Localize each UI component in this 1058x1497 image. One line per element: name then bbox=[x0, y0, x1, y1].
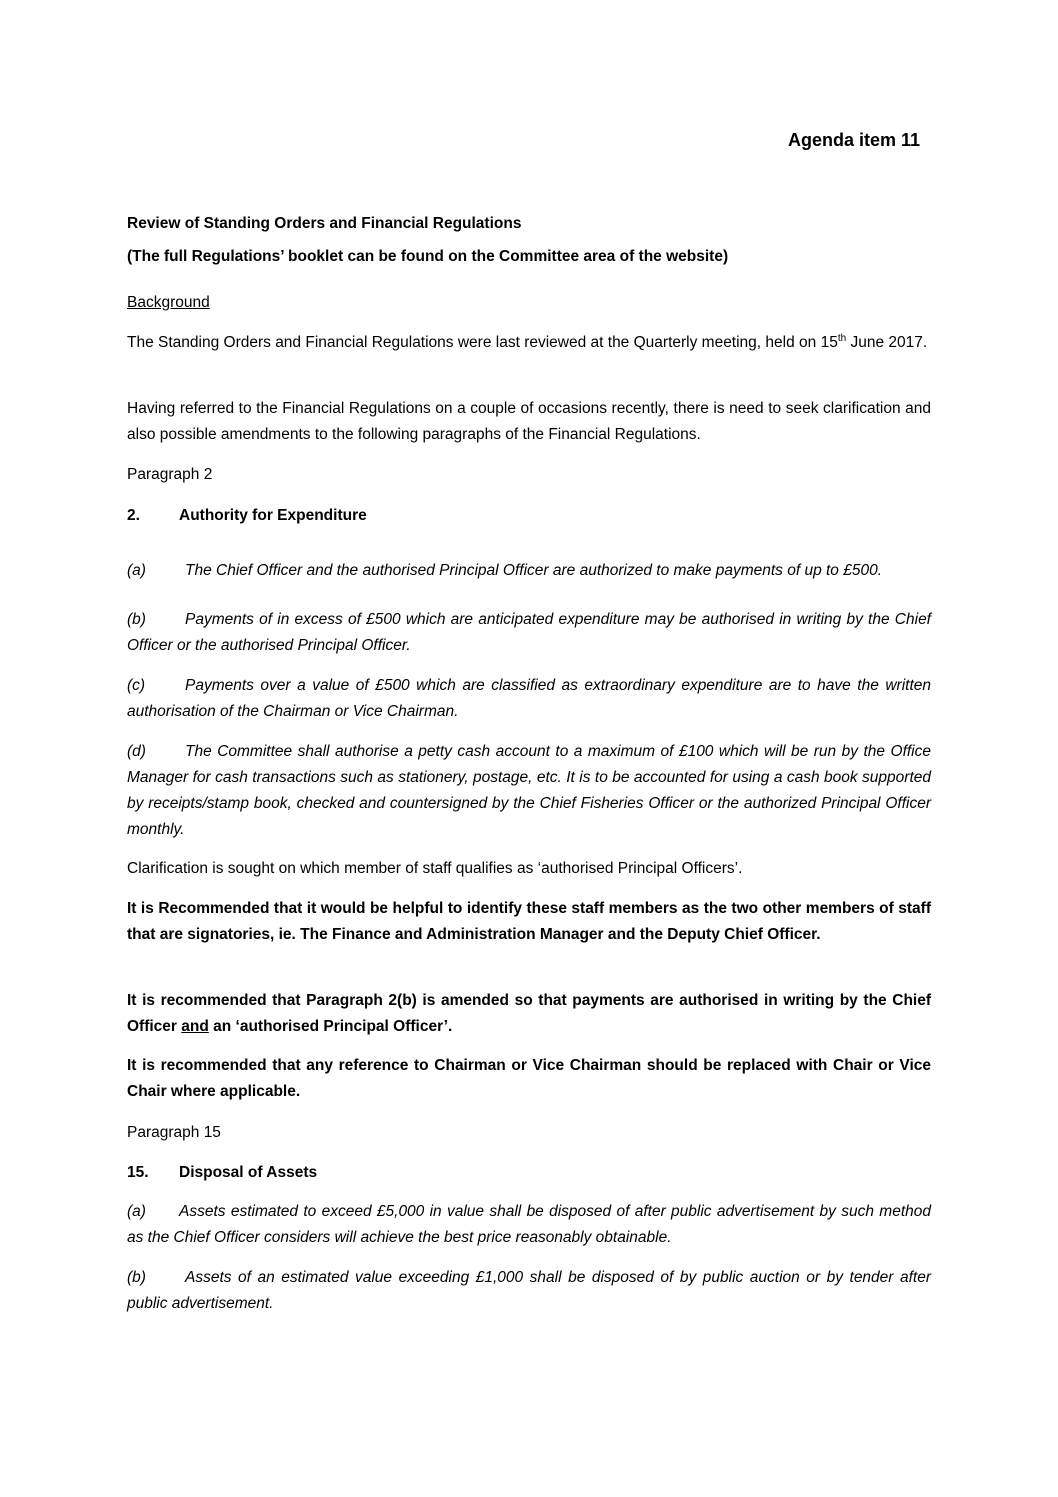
paragraph-15-label: Paragraph 15 bbox=[127, 1124, 221, 1141]
item-text: The Committee shall authorise a petty cash account to a maximum of £100 which will be run by the Office Manager for cash transactions such as stationery, postage, etc. It is to be accounted for using a cash book supported by receipts/stamp book, checked and countersigned by the Chief Fisheries Officer or the authorized Principal Officer monthly. bbox=[127, 743, 931, 838]
paragraph-2-label: Paragraph 2 bbox=[127, 466, 213, 483]
recommendation-3: It is recommended that any reference to Chairman or Vice Chairman should be replaced with Chair or Vice Chair where applicable. bbox=[127, 1057, 931, 1100]
item-text: Assets of an estimated value exceeding £1,000 shall be disposed of by public auction or by tender after public advertisement. bbox=[127, 1269, 931, 1312]
background-paragraph-2: Having referred to the Financial Regulations on a couple of occasions recently, there is need to seek clarification and also possible amendments to the following paragraphs of the Financial Regulations. bbox=[127, 400, 931, 443]
paragraph-15-item-a bbox=[127, 1199, 931, 1251]
item-letter: (c) bbox=[127, 677, 146, 694]
item-letter: (a) bbox=[127, 1203, 146, 1220]
paragraph-2-heading bbox=[127, 503, 931, 529]
recommendation-1: It is Recommended that it would be helpful to identify these staff members as the two other members of staff that are signatories, ie. The Finance and Administration Manager and the Deputy Chief Officer. bbox=[127, 900, 931, 943]
ordinal-suffix: th bbox=[837, 332, 847, 344]
paragraph-15-item-b bbox=[127, 1265, 931, 1317]
paragraph-2-item-a bbox=[127, 558, 931, 584]
item-text: Payments of in excess of £500 which are anticipated expenditure may be authorised in writing by the Chief Officer or the authorised Principal Officer. bbox=[127, 611, 931, 654]
paragraph-2-item-c bbox=[127, 673, 931, 725]
paragraph-2-item-d bbox=[127, 739, 931, 843]
background-heading: Background bbox=[127, 294, 210, 311]
paragraph-15-heading bbox=[127, 1160, 931, 1186]
section-number: 2. bbox=[127, 507, 140, 524]
item-letter: (b) bbox=[127, 611, 146, 628]
item-text: Payments over a value of £500 which are classified as extraordinary expenditure are to have the written authorisation of the Chairman or Vice Chairman. bbox=[127, 677, 931, 720]
item-text: Assets estimated to exceed £5,000 in value shall be disposed of after public advertisement by such method as the Chief Officer considers will achieve the best price reasonably obtainable. bbox=[127, 1203, 931, 1246]
item-letter: (a) bbox=[127, 561, 146, 579]
section-heading: Disposal of Assets bbox=[179, 1164, 318, 1181]
item-letter: (d) bbox=[127, 743, 146, 760]
agenda-item-label: Agenda item 11 bbox=[788, 130, 921, 150]
paragraph-2-item-b bbox=[127, 607, 931, 659]
item-text: The Chief Officer and the authorised Principal Officer are authorized to make payments of up to £500. bbox=[185, 561, 883, 579]
clarification-paragraph: Clarification is sought on which member of staff qualifies as ‘authorised Principal Officers’. bbox=[127, 860, 743, 877]
section-number: 15. bbox=[127, 1164, 149, 1181]
document-title: Review of Standing Orders and Financial Regulations bbox=[127, 215, 522, 232]
recommendation-2: It is recommended that Paragraph 2(b) is amended so that payments are authorised in writing by the Chief Officer and an ‘authorised Principal Officer’. bbox=[127, 992, 931, 1035]
background-paragraph-1: The Standing Orders and Financial Regulations were last reviewed at the Quarterly meeting, held on 15th June 2017. bbox=[127, 332, 928, 351]
section-heading: Authority for Expenditure bbox=[179, 507, 367, 524]
document-subtitle: (The full Regulations’ booklet can be found on the Committee area of the website) bbox=[127, 248, 729, 265]
item-letter: (b) bbox=[127, 1269, 146, 1286]
